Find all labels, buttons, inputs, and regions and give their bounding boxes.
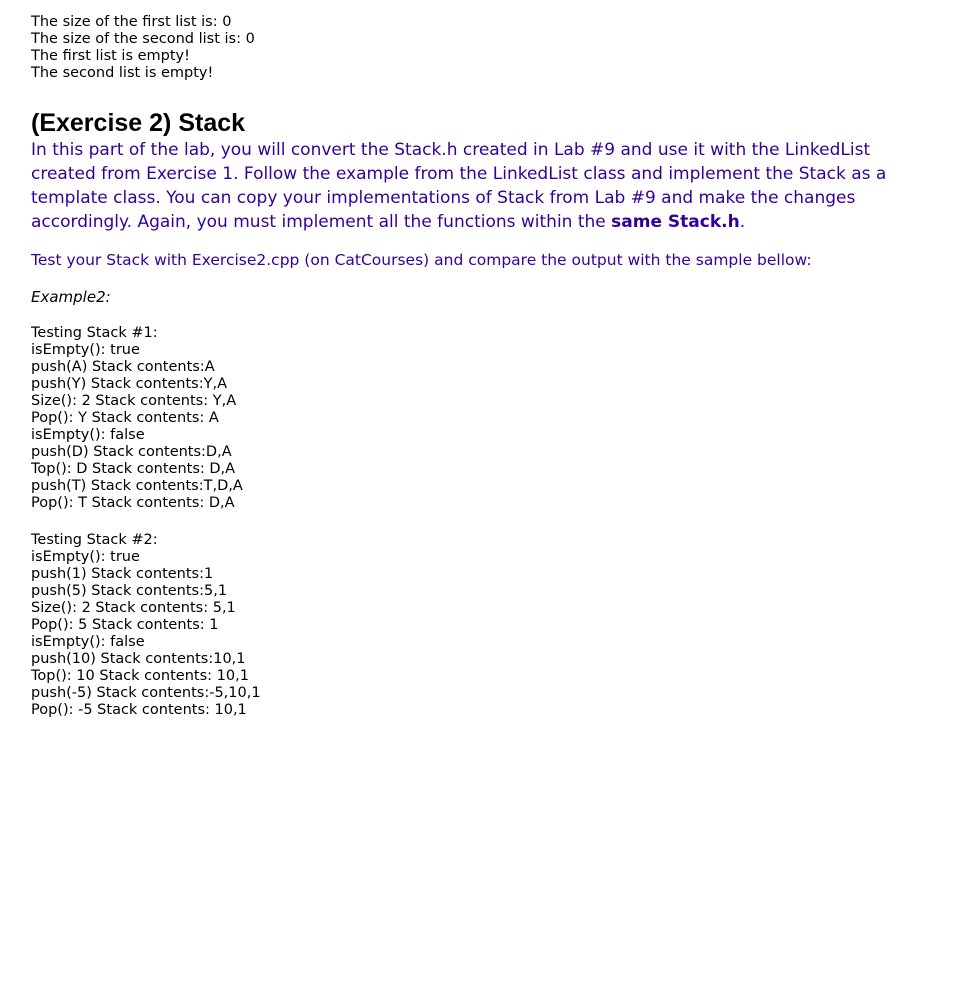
output-line: isEmpty(): true <box>31 549 140 565</box>
output-line: isEmpty(): false <box>31 427 145 443</box>
output-line: push(5) Stack contents:5,1 <box>31 583 228 599</box>
stack2-output-block <box>31 532 958 719</box>
output-line: Top(): 10 Stack contents: 10,1 <box>31 668 249 684</box>
output-line: push(10) Stack contents:10,1 <box>31 651 246 667</box>
output-line: The size of the second list is: 0 <box>31 31 255 47</box>
output-line: isEmpty(): false <box>31 634 145 650</box>
output-line: The first list is empty! <box>31 48 190 64</box>
output-line: push(1) Stack contents:1 <box>31 566 214 582</box>
example-label: Example2: <box>31 288 111 306</box>
intro-text-end: . <box>739 212 746 232</box>
section-title: (Exercise 2) Stack <box>31 109 246 137</box>
output-line: isEmpty(): true <box>31 342 140 358</box>
output-line: Testing Stack #2: <box>31 532 158 548</box>
output-line: The size of the first list is: 0 <box>31 14 232 30</box>
output-line: Size(): 2 Stack contents: Y,A <box>31 393 237 409</box>
output-line: Top(): D Stack contents: D,A <box>31 461 236 477</box>
output-line: Pop(): Y Stack contents: A <box>31 410 219 426</box>
list-output-block <box>31 14 958 82</box>
output-line: push(A) Stack contents:A <box>31 359 215 375</box>
output-line: push(T) Stack contents:T,D,A <box>31 478 243 494</box>
output-line: The second list is empty! <box>31 65 214 81</box>
output-line: push(-5) Stack contents:-5,10,1 <box>31 685 261 701</box>
output-line: Size(): 2 Stack contents: 5,1 <box>31 600 236 616</box>
output-line: push(D) Stack contents:D,A <box>31 444 232 460</box>
intro-bold-filename: same Stack.h <box>611 212 740 232</box>
test-instructions: Test your Stack with Exercise2.cpp (on CatCourses) and compare the output with the sample bellow: <box>31 251 812 269</box>
output-line: Pop(): T Stack contents: D,A <box>31 495 235 511</box>
stack1-output-block <box>31 325 958 512</box>
output-line: Pop(): 5 Stack contents: 1 <box>31 617 219 633</box>
intro-text: In this part of the lab, you will convert the Stack.h created in Lab #9 and use it with the LinkedList created from Exercise 1. Follow the example from the LinkedList class and implement the Stack as a template class. You can copy your implementations of Stack from Lab #9 and make the changes accordingly. Again, you must implement all the functions within the <box>31 140 887 232</box>
intro-paragraph <box>31 138 931 234</box>
output-line: push(Y) Stack contents:Y,A <box>31 376 228 392</box>
output-line: Pop(): -5 Stack contents: 10,1 <box>31 702 247 718</box>
output-line: Testing Stack #1: <box>31 325 158 341</box>
